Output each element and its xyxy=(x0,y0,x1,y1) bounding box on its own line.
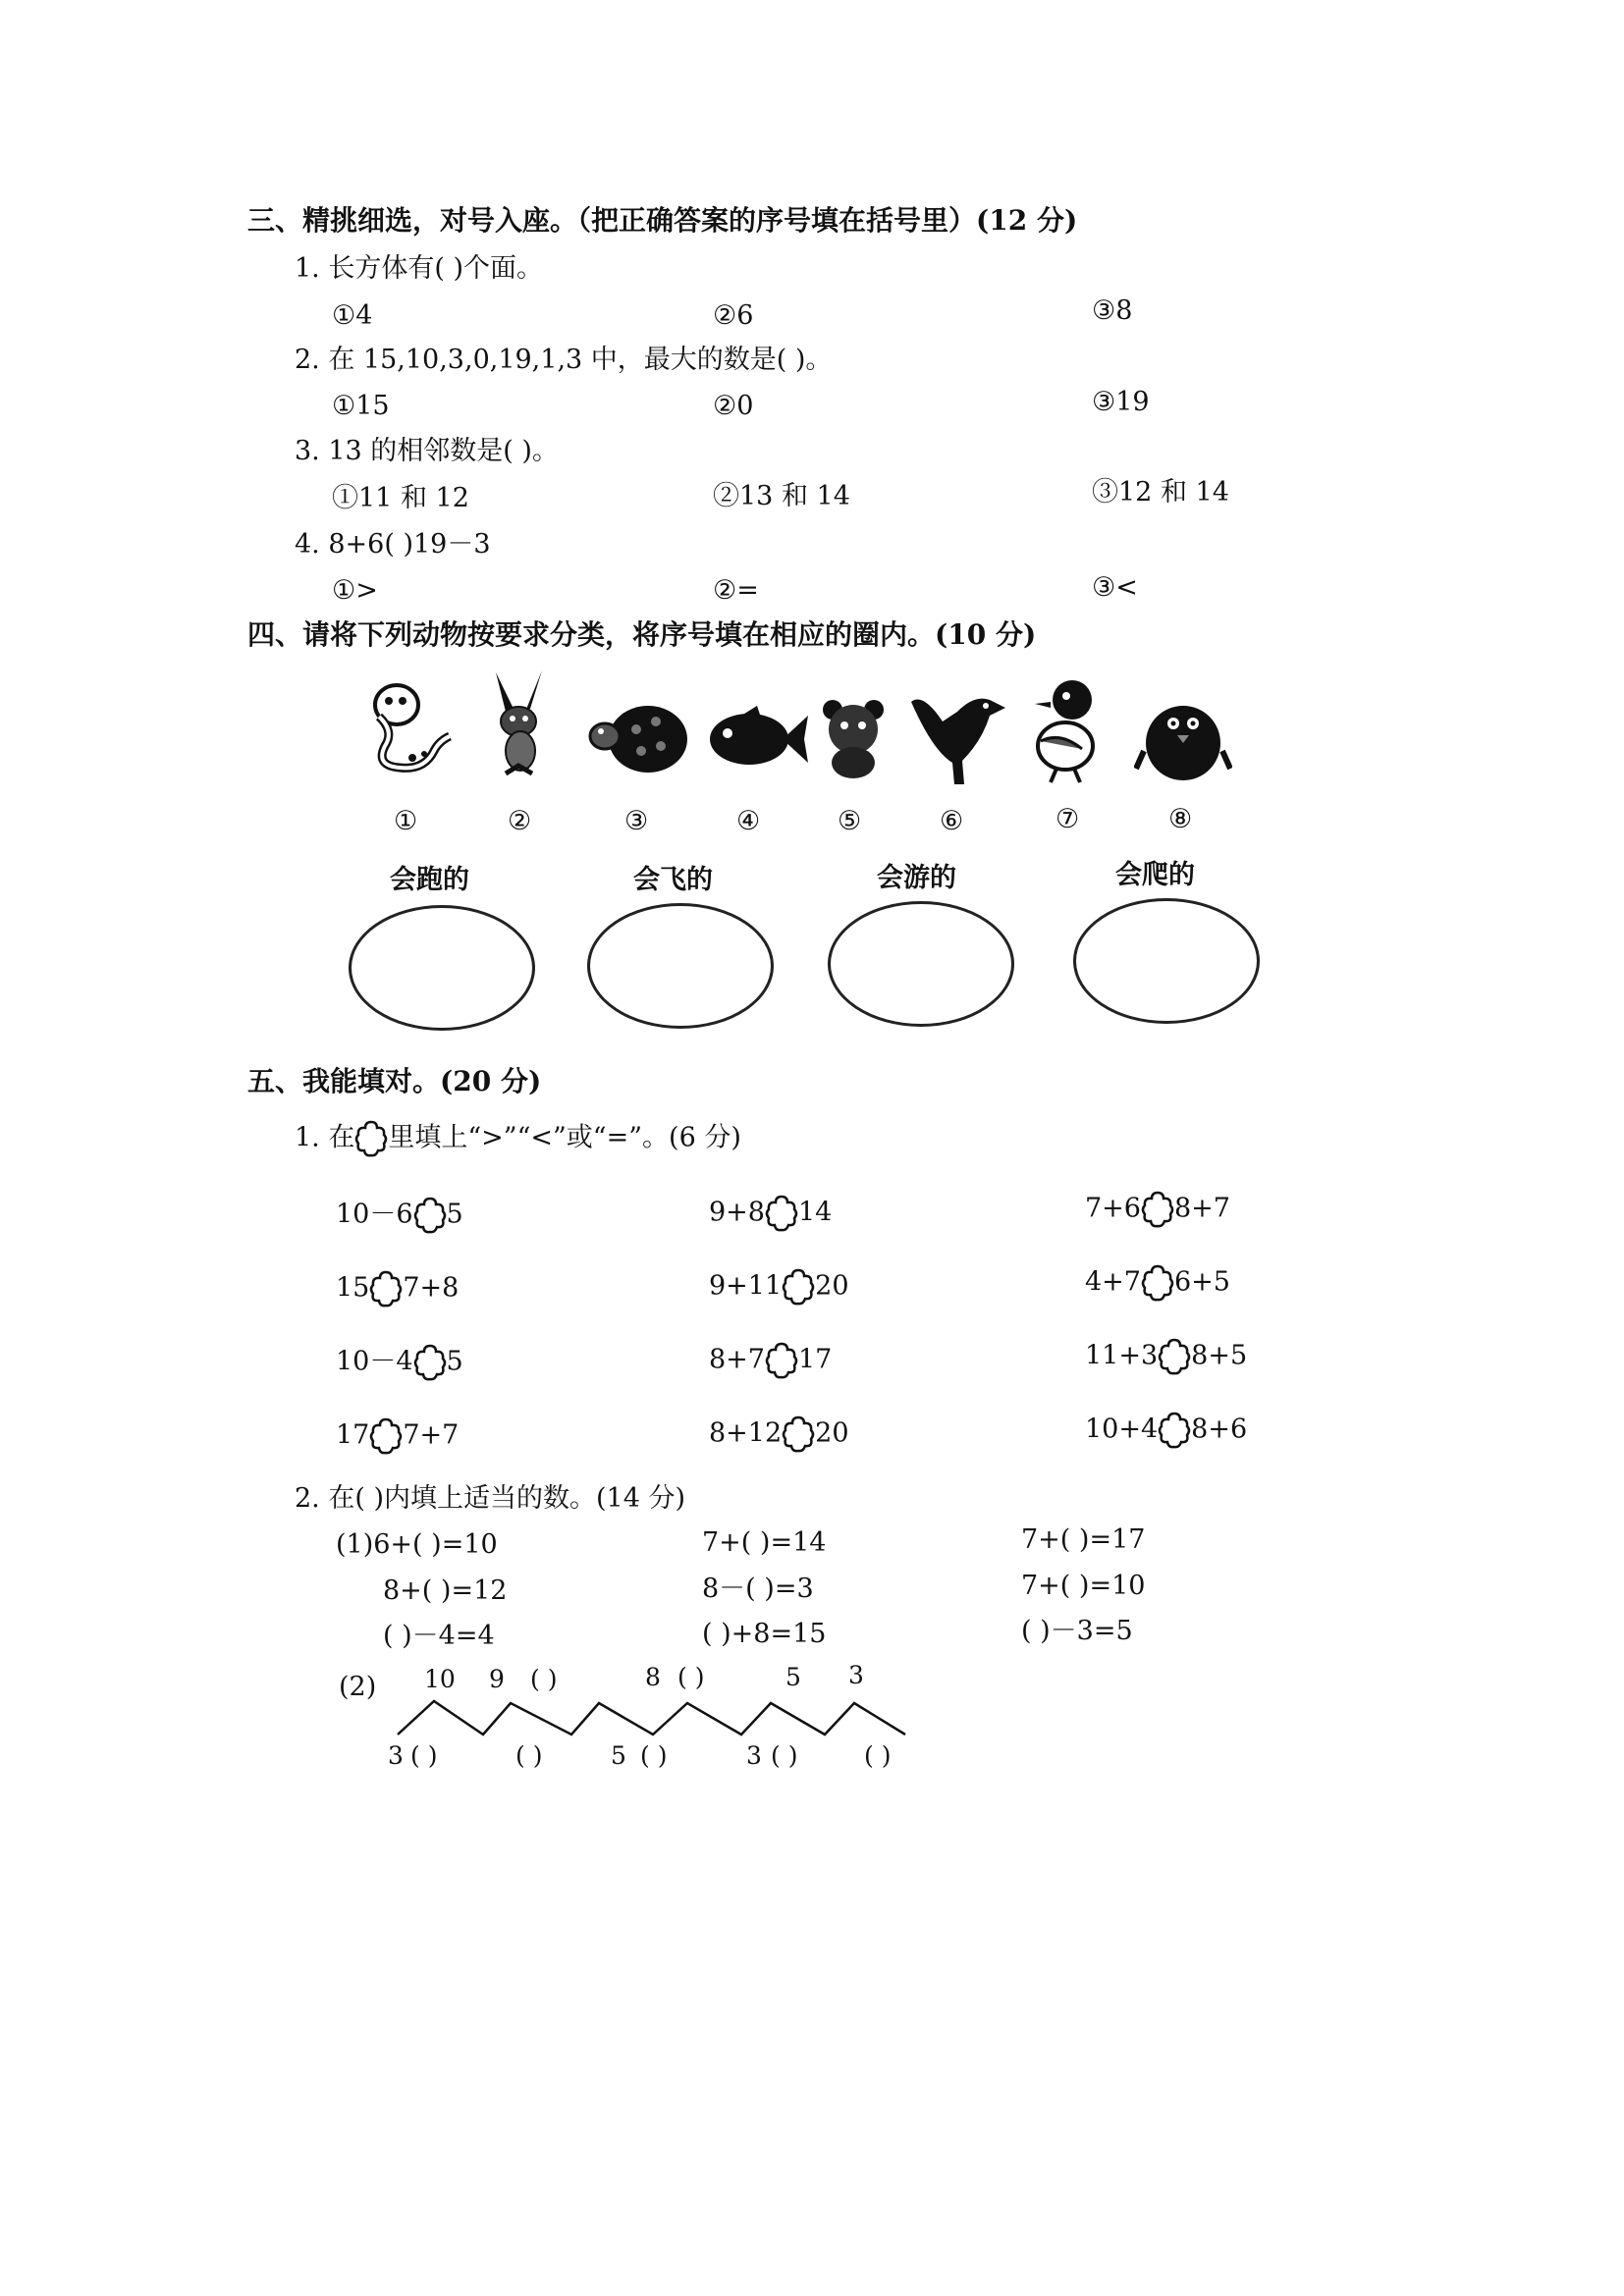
answer-oval-crawl[interactable] xyxy=(1073,898,1260,1024)
rabbit-icon xyxy=(471,667,569,785)
zig-top-6: 5 xyxy=(785,1663,801,1691)
fill-r3-c1[interactable]: ( )－4=4 xyxy=(383,1621,495,1651)
answer-oval-swim[interactable] xyxy=(828,901,1014,1027)
category-label-run: 会跑的 xyxy=(390,865,469,895)
compare-r2-c1 xyxy=(336,1269,459,1308)
compare-r1-c2 xyxy=(709,1194,832,1233)
q1-option-3: ③8 xyxy=(1092,295,1133,326)
section4-heading: 四、请将下列动物按要求分类，将序号填在相应的圈内。(10 分) xyxy=(247,618,1037,651)
compare-blank-cloud-icon[interactable] xyxy=(1158,1411,1191,1450)
category-label-swim: 会游的 xyxy=(877,863,956,893)
bear-icon xyxy=(815,692,893,780)
compare-left: 10－4 xyxy=(336,1346,413,1377)
compare-r4-c1 xyxy=(336,1416,459,1456)
compare-r1-c1 xyxy=(336,1196,463,1235)
q5-1-instruction xyxy=(295,1119,741,1158)
animal-number-6: ⑥ xyxy=(940,806,964,836)
fill-r1-c2[interactable]: 7+( )=14 xyxy=(702,1527,827,1558)
fill-r2-c3[interactable]: 7+( )=10 xyxy=(1021,1571,1146,1601)
fill-r2-c1[interactable]: 8+( )=12 xyxy=(383,1575,508,1606)
category-label-fly: 会飞的 xyxy=(633,865,713,895)
compare-left: 8+12 xyxy=(709,1417,783,1449)
compare-right: 8+5 xyxy=(1191,1340,1248,1371)
zig-top-7: 3 xyxy=(848,1661,864,1689)
compare-right: 6+5 xyxy=(1173,1266,1230,1298)
q3-option-1: ①11 和 12 xyxy=(332,483,469,513)
compare-blank-cloud-icon[interactable] xyxy=(413,1343,447,1382)
bird-icon xyxy=(903,682,1011,790)
q3-option-2: ②13 和 14 xyxy=(713,481,850,511)
compare-right: 14 xyxy=(797,1197,833,1228)
fill-r1-c1[interactable]: (1)6+( )=10 xyxy=(336,1529,498,1560)
animal-number-5: ⑤ xyxy=(838,806,862,836)
q3-option-3: ③12 和 14 xyxy=(1092,477,1229,507)
compare-blank-cloud-icon[interactable] xyxy=(413,1196,447,1235)
compare-right: 5 xyxy=(446,1199,463,1230)
compare-right: 8+6 xyxy=(1191,1414,1248,1445)
q1-option-2: ②6 xyxy=(713,300,754,331)
zig-bottom-5[interactable]: ( ) xyxy=(640,1741,668,1770)
animal-number-1: ① xyxy=(394,806,418,836)
q3-stem: 3. 13 的相邻数是( )。 xyxy=(295,436,559,466)
animal-number-2: ② xyxy=(508,806,532,836)
q4-option-3: ③< xyxy=(1092,572,1138,603)
compare-right: 17 xyxy=(797,1344,833,1375)
snake-icon xyxy=(355,677,463,785)
q1-stem: 1. 长方体有( )个面。 xyxy=(295,253,543,284)
compare-left: 17 xyxy=(336,1419,370,1451)
answer-oval-run[interactable] xyxy=(349,905,535,1031)
compare-right: 5 xyxy=(446,1346,463,1377)
section5-heading: 五、我能填对。(20 分) xyxy=(247,1065,542,1097)
answer-oval-fly[interactable] xyxy=(587,903,774,1029)
compare-right: 8+7 xyxy=(1173,1193,1230,1224)
compare-blank-cloud-icon[interactable] xyxy=(1141,1263,1174,1303)
q4-option-2: ②= xyxy=(713,575,759,606)
compare-right: 20 xyxy=(815,1270,849,1302)
compare-right: 7+8 xyxy=(403,1272,460,1304)
q2-option-1: ①15 xyxy=(332,391,390,421)
animal-number-4: ④ xyxy=(736,806,761,836)
compare-r3-c1 xyxy=(336,1343,463,1382)
compare-left: 11+3 xyxy=(1085,1340,1159,1371)
category-label-crawl: 会爬的 xyxy=(1115,860,1195,890)
zig-bottom-2[interactable]: ( ) xyxy=(410,1741,438,1770)
q4-option-1: ①> xyxy=(332,575,378,606)
chick-icon xyxy=(1021,672,1110,790)
compare-blank-cloud-icon[interactable] xyxy=(782,1415,815,1454)
zig-bottom-1: 3 xyxy=(388,1741,404,1770)
zig-top-3[interactable]: ( ) xyxy=(530,1665,558,1693)
compare-left: 9+11 xyxy=(709,1270,783,1302)
compare-blank-cloud-icon[interactable] xyxy=(1141,1190,1174,1229)
animal-number-8: ⑧ xyxy=(1168,804,1193,834)
fill-r1-c3[interactable]: 7+( )=17 xyxy=(1021,1524,1146,1555)
compare-right: 20 xyxy=(815,1417,849,1449)
penguin-icon xyxy=(1134,692,1232,785)
compare-left: 10－6 xyxy=(336,1199,413,1230)
zig-bottom-7[interactable]: ( ) xyxy=(771,1741,798,1770)
fish-icon xyxy=(702,702,810,775)
compare-left: 8+7 xyxy=(709,1344,765,1375)
animal-number-3: ③ xyxy=(624,806,649,836)
compare-blank-cloud-icon[interactable] xyxy=(369,1269,403,1308)
animal-number-7: ⑦ xyxy=(1056,804,1080,834)
zig-bottom-6: 3 xyxy=(746,1741,762,1770)
section3-heading: 三、精挑细选，对号入座。（把正确答案的序号填在括号里）(12 分) xyxy=(247,204,1078,237)
q4-stem: 4. 8+6( )19－3 xyxy=(295,529,491,560)
compare-blank-cloud-icon[interactable] xyxy=(782,1267,815,1307)
compare-blank-cloud-icon[interactable] xyxy=(765,1341,798,1380)
compare-r2-c3 xyxy=(1085,1263,1230,1303)
q2-option-3: ③19 xyxy=(1092,387,1150,417)
compare-left: 4+7 xyxy=(1085,1266,1141,1298)
compare-r1-c3 xyxy=(1085,1190,1230,1229)
zigzag-line xyxy=(393,1693,913,1742)
zig-top-5[interactable]: ( ) xyxy=(677,1663,705,1691)
compare-r3-c2 xyxy=(709,1341,832,1380)
compare-left: 9+8 xyxy=(709,1197,765,1228)
fill-r2-c2[interactable]: 8－( )=3 xyxy=(702,1574,814,1604)
compare-r2-c2 xyxy=(709,1267,849,1307)
compare-blank-cloud-icon[interactable] xyxy=(1158,1337,1191,1376)
turtle-icon xyxy=(587,692,695,780)
zig-top-4: 8 xyxy=(645,1663,661,1691)
q2-stem: 2. 在 15,10,3,0,19,1,3 中，最大的数是( )。 xyxy=(295,345,833,375)
zig-bottom-4: 5 xyxy=(611,1741,626,1770)
compare-r4-c2 xyxy=(709,1415,849,1454)
zig-top-1: 10 xyxy=(424,1665,456,1693)
compare-r3-c3 xyxy=(1085,1337,1247,1376)
q1-option-1: ①4 xyxy=(332,300,373,331)
fill-r3-c2[interactable]: ( )+8=15 xyxy=(702,1619,827,1649)
cloud-icon xyxy=(354,1119,388,1158)
part2-label: (2) xyxy=(339,1672,377,1702)
q2-option-2: ②0 xyxy=(713,391,754,421)
compare-blank-cloud-icon[interactable] xyxy=(765,1194,798,1233)
compare-left: 10+4 xyxy=(1085,1414,1159,1445)
zig-top-2: 9 xyxy=(489,1665,505,1693)
compare-blank-cloud-icon[interactable] xyxy=(369,1416,403,1456)
compare-r4-c3 xyxy=(1085,1411,1247,1450)
q5-1-prefix: 1. 在 xyxy=(295,1122,355,1153)
fill-r3-c3[interactable]: ( )－3=5 xyxy=(1021,1616,1133,1646)
compare-right: 7+7 xyxy=(403,1419,460,1451)
compare-left: 15 xyxy=(336,1272,370,1304)
zig-bottom-3[interactable]: ( ) xyxy=(515,1741,543,1770)
compare-left: 7+6 xyxy=(1085,1193,1141,1224)
q5-1-suffix: 里填上“>”“<”或“=”。(6 分) xyxy=(388,1122,741,1153)
zig-bottom-8[interactable]: ( ) xyxy=(864,1741,892,1770)
q5-2-heading: 2. 在( )内填上适当的数。(14 分) xyxy=(295,1483,685,1514)
